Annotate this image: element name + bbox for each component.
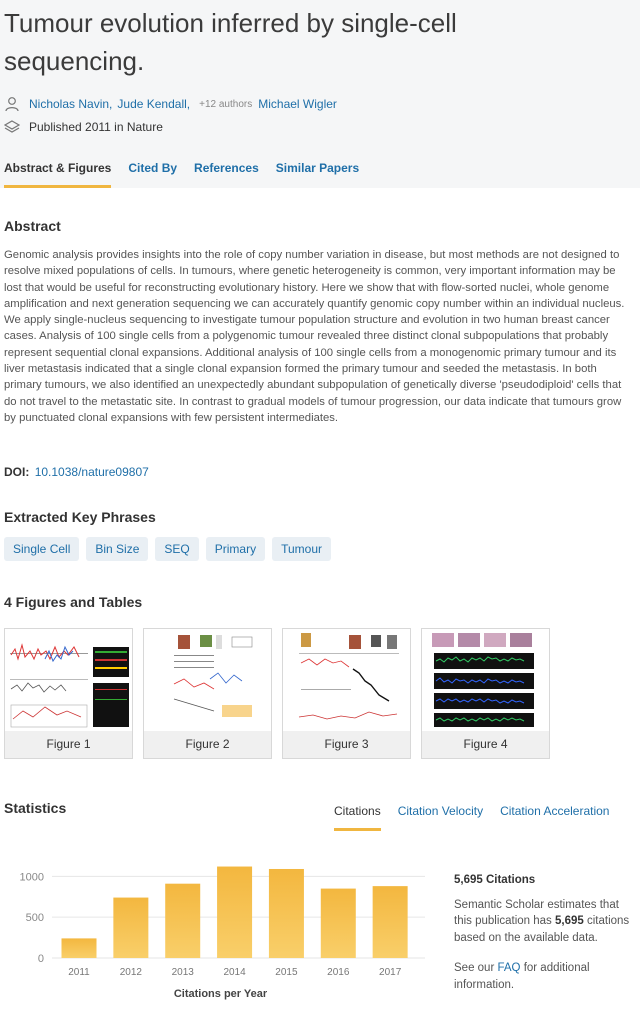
tab-citation-velocity[interactable]: Citation Velocity xyxy=(397,804,484,818)
y-tick-label: 1000 xyxy=(19,871,44,884)
citation-estimate-text: Semantic Scholar estimates that this publication has 5,695 citations based on the available data. xyxy=(454,898,630,944)
figure-caption: Figure 1 xyxy=(5,731,132,758)
doi-link[interactable]: 10.1038/nature09807 xyxy=(34,465,149,479)
person-icon xyxy=(4,96,20,112)
chart-bar xyxy=(113,898,148,958)
author-separator: , xyxy=(186,97,191,111)
figure-card-1[interactable] xyxy=(4,628,133,759)
more-authors-toggle[interactable]: +12 authors xyxy=(199,98,253,110)
paper-header xyxy=(0,0,640,188)
key-phrase-chip[interactable]: Bin Size xyxy=(86,537,148,561)
author-separator: , xyxy=(109,97,113,111)
paper-tabs xyxy=(4,161,376,188)
tab-cited-by[interactable]: Cited By xyxy=(128,161,178,175)
publication-info xyxy=(4,118,163,136)
tab-abstract-figures[interactable]: Abstract & Figures xyxy=(4,161,111,188)
key-phrase-chip[interactable]: Tumour xyxy=(272,537,331,561)
author-link-kendall[interactable]: Jude Kendall xyxy=(117,97,187,111)
key-phrase-chip[interactable]: SEQ xyxy=(155,537,198,561)
x-tick-label: 2016 xyxy=(327,967,350,978)
faq-link[interactable]: FAQ xyxy=(497,962,521,974)
doi-row xyxy=(4,465,149,479)
abstract-text: Genomic analysis provides insights into the role of copy number variation in disease, but most methods are not designed to resolve mixed populations of cells. In tumours, where genetic heterogeneity is common, very important information may be lost that would be useful for reconstructing evolutionary history. Here we show that with flow-sorted nuclei, whole genome amplification and next generation sequencing we can accurately quantify genomic copy number within an individual nucleus. We apply single-nucleus sequencing to investigate tumour population structure and evolution in two human breast cancer cases. Analysis of 100 single cells from a polygenomic tumour revealed three distinct clonal subpopulations that probably represent sequential clonal expansions. Additional analysis of 100 single cells from a monogenomic primary tumour and its liver metastasis indicated that a single clonal expansion formed the primary tumour and seeded the metastasis. In both primary tumours, we also identified an unexpectedly abundant subpopulation of genetically diverse 'pseudodiploid' cells that do not travel to the metastatic site. In contrast to gradual models of tumour progression, our data indicate that tumours grow by punctuated clonal expansions with few persistent intermediates. xyxy=(4,249,625,424)
chart-bar xyxy=(269,869,304,958)
y-tick-label: 500 xyxy=(25,912,44,925)
key-phrases-heading: Extracted Key Phrases xyxy=(4,509,156,525)
figure-card-4[interactable] xyxy=(421,628,550,759)
tab-citations[interactable]: Citations xyxy=(334,804,381,831)
figure-caption: Figure 2 xyxy=(144,731,271,758)
x-axis-label: Citations per Year xyxy=(173,988,268,1000)
citation-count-title: 5,695 Citations xyxy=(454,874,536,886)
chart-bar xyxy=(217,867,252,958)
chart-bar xyxy=(321,889,356,958)
tab-references[interactable]: References xyxy=(194,161,259,175)
figure-thumbnail xyxy=(283,629,410,731)
statistics-heading: Statistics xyxy=(4,800,67,816)
y-tick-label: 0 xyxy=(37,953,44,965)
figure-caption: Figure 3 xyxy=(283,731,410,758)
author-link-navin[interactable]: Nicholas Navin xyxy=(29,97,110,111)
key-phrases-list xyxy=(4,537,331,561)
author-list xyxy=(4,95,337,113)
published-text: Published 2011 in Nature xyxy=(29,120,163,134)
layers-icon xyxy=(4,119,20,135)
tab-similar-papers[interactable]: Similar Papers xyxy=(275,161,360,175)
citations-chart xyxy=(0,860,430,1010)
figure-thumbnail xyxy=(144,629,271,731)
x-tick-label: 2011 xyxy=(68,967,90,978)
faq-text: See our FAQ for additional information. xyxy=(454,962,590,991)
citation-count-value: 5,695 xyxy=(555,915,584,927)
figure-thumbnail xyxy=(5,629,132,731)
x-tick-label: 2017 xyxy=(379,967,402,978)
x-tick-label: 2014 xyxy=(223,967,246,978)
paper-title: Tumour evolution inferred by single-cell sequencing. xyxy=(4,8,457,76)
figure-thumbnail xyxy=(422,629,549,731)
figure-caption: Figure 4 xyxy=(422,731,549,758)
figures-gallery xyxy=(4,628,550,759)
chart-bar xyxy=(373,886,408,958)
x-tick-label: 2015 xyxy=(275,967,298,978)
doi-label: DOI: xyxy=(4,465,30,479)
statistics-tabs xyxy=(334,804,626,831)
citation-summary xyxy=(454,872,634,993)
key-phrase-chip[interactable]: Single Cell xyxy=(4,537,79,561)
key-phrase-chip[interactable]: Primary xyxy=(206,537,265,561)
figure-card-2[interactable] xyxy=(143,628,272,759)
chart-bar xyxy=(165,884,200,958)
figures-heading: 4 Figures and Tables xyxy=(4,594,143,610)
author-link-wigler[interactable]: Michael Wigler xyxy=(258,97,337,111)
x-tick-label: 2012 xyxy=(119,967,142,978)
tab-citation-acceleration[interactable]: Citation Acceleration xyxy=(500,804,610,818)
x-tick-label: 2013 xyxy=(171,967,194,978)
chart-bar xyxy=(62,938,97,958)
abstract-heading: Abstract xyxy=(4,218,61,234)
figure-card-3[interactable] xyxy=(282,628,411,759)
